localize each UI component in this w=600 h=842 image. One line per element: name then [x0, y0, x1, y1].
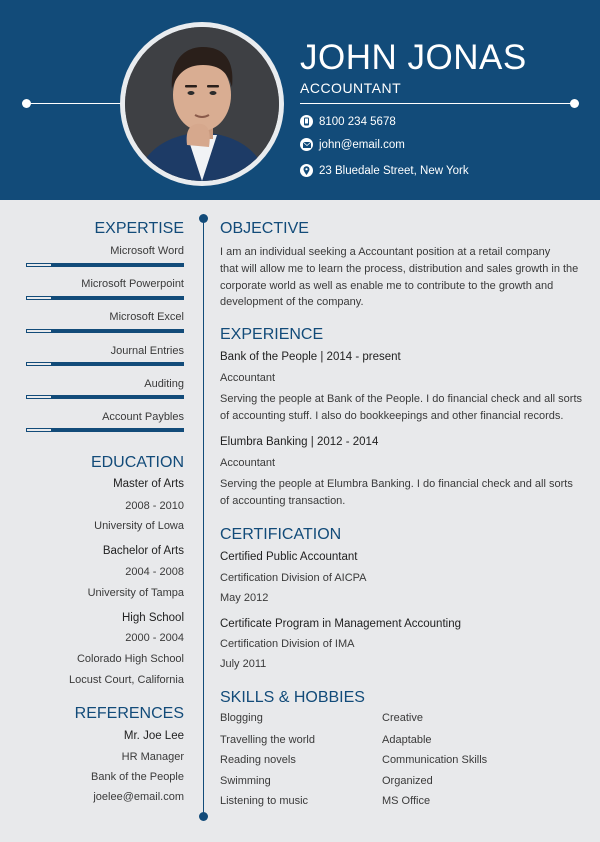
education-location: Locust Court, California [69, 674, 184, 686]
phone-text: 8100 234 5678 [319, 115, 396, 128]
contact-email [300, 138, 405, 151]
expertise-skill-label: Auditing [144, 378, 184, 390]
address-text: 23 Bluedale Street, New York [319, 164, 469, 177]
expertise-skill-label: Microsoft Excel [109, 311, 184, 323]
education-years: 2004 - 2008 [125, 566, 184, 578]
job-description [220, 391, 585, 425]
certification-date: July 2011 [220, 658, 267, 670]
certification-name: Certificate Program in Management Accounting [220, 618, 461, 630]
location-pin-icon [300, 164, 313, 177]
skill-item: MS Office [382, 795, 431, 807]
education-degree: Master of Arts [113, 478, 184, 490]
job-description [220, 476, 585, 510]
certification-name: Certified Public Accountant [220, 551, 358, 563]
expertise-skill-label: Journal Entries [110, 345, 184, 357]
education-school: Colorado High School [76, 653, 184, 665]
profile-portrait [125, 27, 279, 181]
objective-heading: OBJECTIVE [220, 220, 309, 237]
objective-line: I am an individual seeking a Accountant position at a retail company [220, 246, 551, 258]
timeline-line [203, 218, 204, 816]
references-heading: REFERENCES [74, 705, 184, 722]
objective-text [220, 244, 585, 311]
skill-item: Swimming [220, 775, 271, 787]
skill-item: Communication Skills [382, 754, 488, 766]
expertise-skill-label: Microsoft Word [110, 245, 184, 257]
skill-item: Listening to music [220, 795, 309, 807]
email-icon [300, 138, 313, 151]
profile-photo [120, 22, 284, 186]
education-degree: Bachelor of Arts [102, 545, 184, 557]
job-role: Accountant [220, 457, 276, 469]
education-degree: High School [121, 612, 184, 624]
skills-heading: SKILLS & HOBBIES [220, 689, 365, 706]
expertise-skill-bar [26, 395, 184, 399]
header-divider-left [26, 103, 126, 104]
skill-item: Creative [382, 712, 423, 724]
phone-icon [300, 115, 313, 128]
reference-company: Bank of the People [91, 771, 184, 783]
education-years: 2000 - 2004 [125, 632, 184, 644]
job-description-line: of accounting stuff. I also do bookkeepings and other financial records. [220, 409, 564, 422]
expertise-skill-label: Account Paybles [102, 411, 184, 423]
education-heading: EDUCATION [90, 454, 184, 471]
objective-line: that will allow me to learn the process, distribution and sales growth in the [220, 262, 579, 275]
header-divider-dot-left [22, 99, 31, 108]
job-description-line: Serving the people at Elumbra Banking. I do financial check and all sorts [220, 478, 573, 490]
certification-date: May 2012 [220, 592, 269, 604]
objective-line: development of the company. [220, 296, 364, 309]
objective-line: corporate world as well as enable me to contribute to the growth and [220, 279, 554, 292]
expertise-skill-label: Microsoft Powerpoint [81, 278, 184, 290]
expertise-skill-bar [26, 362, 184, 366]
skill-item: Organized [382, 775, 433, 787]
expertise-heading: EXPERTISE [94, 220, 184, 237]
expertise-skill-bar [26, 263, 184, 267]
timeline-dot-top [199, 214, 208, 223]
skill-item: Reading novels [220, 754, 296, 766]
job-heading: Elumbra Banking | 2012 - 2014 [220, 436, 379, 448]
job-description-line: Serving the people at Bank of the People. I do financial check and all sorts [220, 393, 583, 405]
candidate-name: JOHN JONAS [300, 38, 527, 77]
certification-issuer: Certification Division of IMA [220, 638, 355, 650]
header-divider-right [300, 103, 574, 104]
email-text: john@email.com [319, 138, 405, 151]
job-description-line: of accounting transaction. [220, 494, 346, 507]
education-school: University of Lowa [94, 520, 184, 532]
expertise-skill-bar [26, 329, 184, 333]
reference-role: HR Manager [121, 751, 184, 763]
skill-item: Adaptable [382, 734, 432, 746]
skill-item: Blogging [220, 712, 263, 724]
candidate-title: ACCOUNTANT [300, 80, 402, 96]
expertise-skill-bar [26, 296, 184, 300]
education-years: 2008 - 2010 [125, 500, 184, 512]
experience-heading: EXPERIENCE [220, 326, 324, 343]
expertise-skill-bar [26, 428, 184, 432]
reference-email: joelee@email.com [93, 791, 184, 803]
certification-issuer: Certification Division of AICPA [220, 572, 367, 584]
reference-name: Mr. Joe Lee [123, 730, 184, 742]
education-school: University of Tampa [87, 587, 184, 599]
job-role: Accountant [220, 372, 276, 384]
timeline-dot-bottom [199, 812, 208, 821]
job-heading: Bank of the People | 2014 - present [220, 351, 401, 363]
skill-item: Travelling the world [220, 734, 315, 746]
certification-heading: CERTIFICATION [220, 526, 342, 543]
contact-address [300, 164, 469, 177]
contact-phone [300, 115, 396, 128]
header-divider-dot-right [570, 99, 579, 108]
